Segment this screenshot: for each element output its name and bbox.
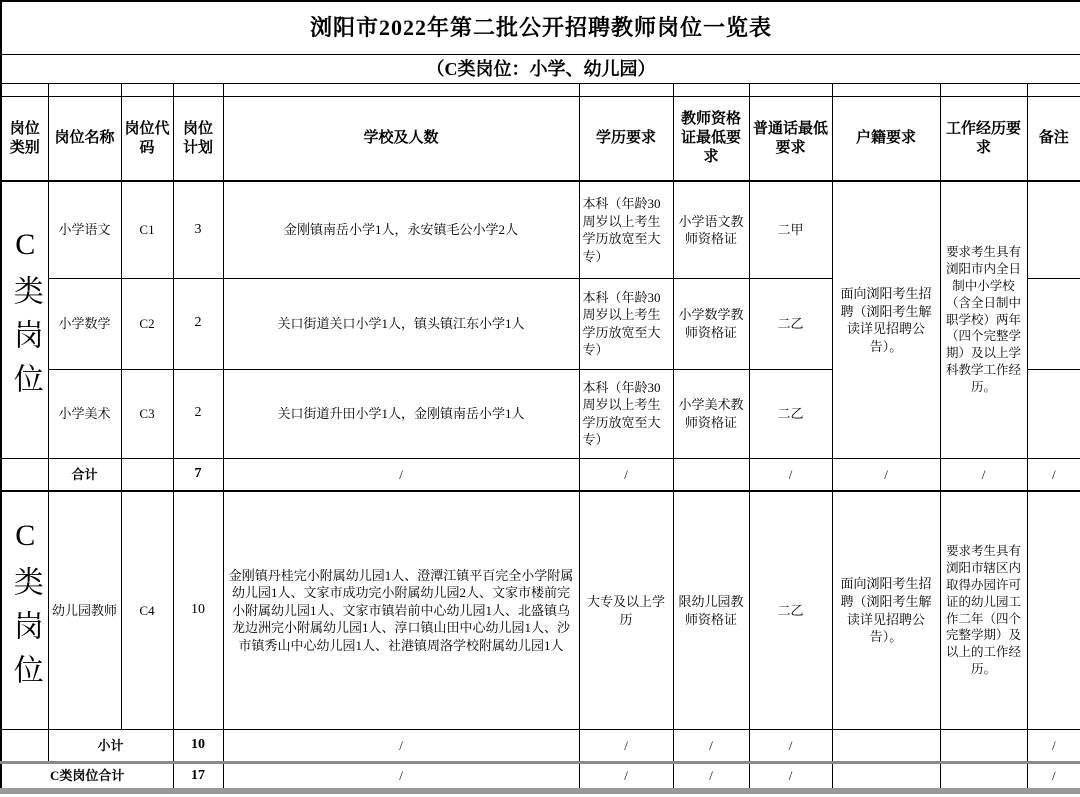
col-header-experience: 工作经历要求 [940,96,1027,181]
grand-total-row [1,762,1080,791]
slash-cell: / [940,458,1027,491]
section1-subtotal-row [1,458,1080,491]
slash-cell: / [223,762,579,791]
section2-subtotal-row [1,729,1080,762]
slash-cell: / [749,762,832,791]
spacer-cell [173,83,223,96]
hukou-cell [832,762,940,791]
col-header-position-name: 岗位名称 [48,96,121,181]
experience-cell [940,762,1027,791]
slash-cell: / [673,729,749,762]
schools-cell: 金刚镇丹桂完小附属幼儿园1人、澄潭江镇平百完全小学附属幼儿园1人、文家市成功完小附属幼儿园2人、文家市楼前完小附属幼儿园1人、文家市镇岩前中心幼儿园1人、北盛镇乌龙边洲完小附属幼儿园1人、淳口镇山田中心幼儿园1人、沙市镇秀山中心幼儿园1人、社港镇周洛学校附属幼儿园1人 [223,491,579,729]
cert-cell: 小学美术教师资格证 [673,369,749,458]
spacer-cell [579,83,673,96]
slash-cell: / [579,729,673,762]
hukou-cell [832,729,940,762]
slash-cell: / [1027,762,1080,791]
col-header-putonghua: 普通话最低要求 [749,96,832,181]
grand-total-label: C类岗位合计 [1,762,173,791]
slash-cell: / [749,729,832,762]
remark-cell [1027,181,1080,278]
slash-cell: / [832,458,940,491]
title-row [1,1,1080,54]
col-header-cert: 教师资格证最低要求 [673,96,749,181]
schools-cell: 金刚镇南岳小学1人，永安镇毛公小学2人 [223,181,579,278]
slash-cell: / [579,458,673,491]
position-name-cell: 小学数学 [48,278,121,369]
hukou-cell: 面向浏阳考生招聘（浏阳考生解读详见招聘公告）。 [832,181,940,458]
col-header-position-code: 岗位代码 [121,96,173,181]
col-header-position-plan: 岗位计划 [173,96,223,181]
position-code-cell: C3 [121,369,173,458]
category-vertical-label: C类岗位 [8,228,42,408]
category-vertical-label: C类岗位 [8,518,42,698]
position-name-cell: 幼儿园教师 [48,491,121,729]
col-header-hukou: 户籍要求 [832,96,940,181]
remark-cell [1027,491,1080,729]
page-subtitle: （C类岗位：小学、幼儿园） [1,54,1080,83]
grand-total-plan: 17 [173,762,223,791]
col-header-remark: 备注 [1027,96,1080,181]
table-row [1,491,1080,729]
position-code-cell: C4 [121,491,173,729]
spacer-cell [121,83,173,96]
cert-cell [673,458,749,491]
experience-cell: 要求考生具有浏阳市内全日制中小学校（含全日制中职学校）两年（四个完整学期）及以上学科教学工作经历。 [940,181,1027,458]
spacer-cell [940,83,1027,96]
cert-cell: 小学语文教师资格证 [673,181,749,278]
degree-cell: 大专及以上学历 [579,491,673,729]
spacer-row [1,83,1080,96]
col-header-degree: 学历要求 [579,96,673,181]
spacer-cell [48,83,121,96]
subtotal-label: 合计 [48,458,121,491]
category-cell [1,458,48,491]
putonghua-cell: 二乙 [749,491,832,729]
position-name-cell: 小学语文 [48,181,121,278]
position-code-cell: C1 [121,181,173,278]
col-header-schools: 学校及人数 [223,96,579,181]
col-header-category: 岗位类别 [1,96,48,181]
slash-cell: / [579,762,673,791]
category-cell [1,181,48,458]
subtotal-label: 小计 [48,729,173,762]
spacer-cell [1027,83,1080,96]
subtotal-plan: 7 [173,458,223,491]
slash-cell: / [673,762,749,791]
experience-cell [940,729,1027,762]
remark-cell [1027,278,1080,369]
slash-cell: / [223,729,579,762]
header-row [1,96,1080,181]
subtotal-plan: 10 [173,729,223,762]
experience-cell: 要求考生具有浏阳市辖区内取得办园许可证的幼儿园工作二年（四个完整学期）及以上的工作经历。 [940,491,1027,729]
hukou-cell: 面向浏阳考生招聘（浏阳考生解读详见招聘公告）。 [832,491,940,729]
position-plan-cell: 2 [173,278,223,369]
table-row [1,181,1080,278]
category-cell [1,491,48,729]
position-code-cell: C2 [121,278,173,369]
degree-cell: 本科（年龄30周岁以上考生学历放宽至大专） [579,369,673,458]
slash-cell: / [1027,729,1080,762]
remark-cell [1027,369,1080,458]
spacer-cell [1,83,48,96]
degree-cell: 本科（年龄30周岁以上考生学历放宽至大专） [579,181,673,278]
page-title: 浏阳市2022年第二批公开招聘教师岗位一览表 [1,1,1080,54]
schools-cell: 关口街道关口小学1人，镇头镇江东小学1人 [223,278,579,369]
slash-cell: / [223,458,579,491]
putonghua-cell: 二甲 [749,181,832,278]
putonghua-cell: 二乙 [749,369,832,458]
cert-cell: 小学数学教师资格证 [673,278,749,369]
spacer-cell [832,83,940,96]
spacer-cell [223,83,579,96]
cert-cell: 限幼儿园教师资格证 [673,491,749,729]
position-code-cell [121,458,173,491]
slash-cell: / [1027,458,1080,491]
spacer-cell [673,83,749,96]
slash-cell: / [749,458,832,491]
category-cell [1,729,48,762]
degree-cell: 本科（年龄30周岁以上考生学历放宽至大专） [579,278,673,369]
putonghua-cell: 二乙 [749,278,832,369]
position-plan-cell: 10 [173,491,223,729]
position-plan-cell: 2 [173,369,223,458]
schools-cell: 关口街道升田小学1人，金刚镇南岳小学1人 [223,369,579,458]
position-plan-cell: 3 [173,181,223,278]
spacer-cell [749,83,832,96]
position-name-cell: 小学美术 [48,369,121,458]
subtitle-row [1,54,1080,83]
